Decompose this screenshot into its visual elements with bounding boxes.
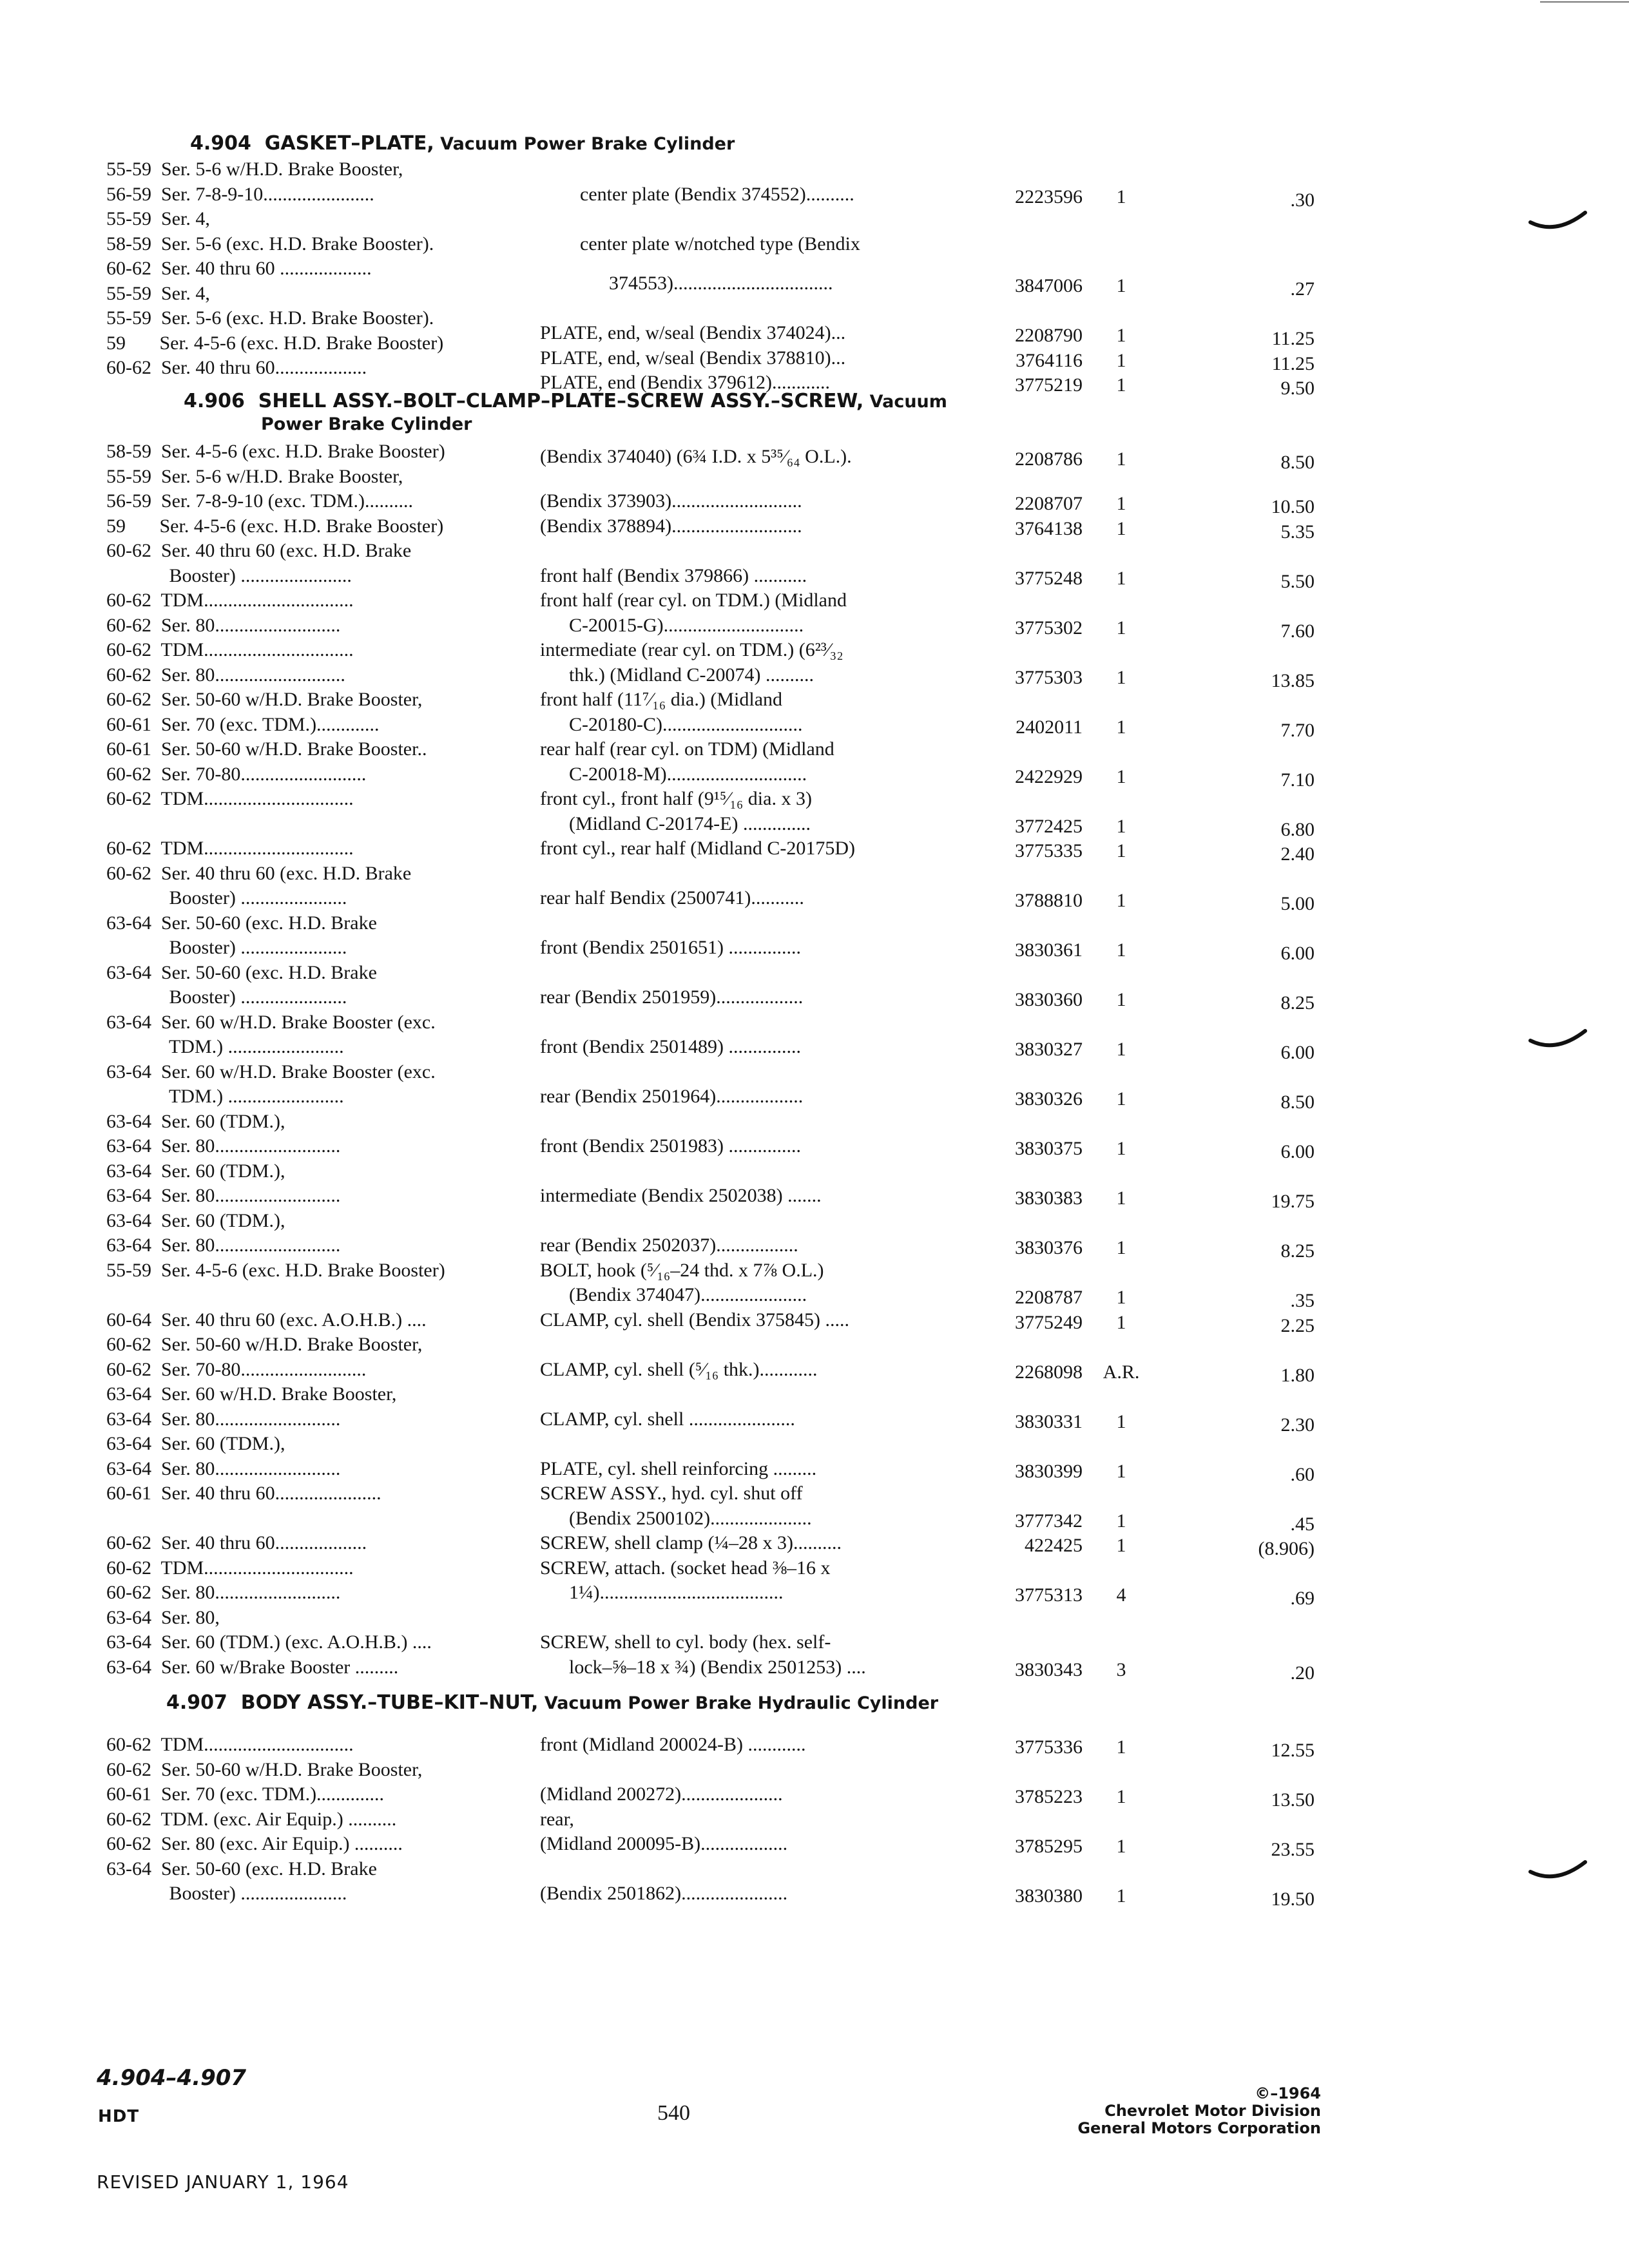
applicability-line: 60-61 Ser. 50-60 w/H.D. Brake Booster.. xyxy=(106,738,427,760)
quantity: 1 xyxy=(1116,1736,1126,1758)
price: 12.55 xyxy=(1271,1740,1315,1761)
quantity: 4 xyxy=(1116,1584,1126,1606)
part-number: 2268098 xyxy=(1015,1361,1083,1383)
quantity: 1 xyxy=(1116,517,1126,539)
quantity: 1 xyxy=(1116,840,1126,861)
part-description: 374553)................................. xyxy=(580,273,833,294)
price: 1.80 xyxy=(1280,1364,1315,1386)
part-number: 3788810 xyxy=(1015,890,1083,911)
price: 7.60 xyxy=(1280,620,1315,642)
price: .60 xyxy=(1290,1463,1315,1485)
part-description: PLATE, cyl. shell reinforcing ......... xyxy=(540,1457,817,1479)
price: 2.40 xyxy=(1280,843,1315,865)
price: 8.50 xyxy=(1280,451,1315,473)
applicability-line: 63-64 Ser. 60 w/H.D. Brake Booster, xyxy=(106,1383,397,1405)
applicability-line: 60-62 TDM. (exc. Air Equip.) .......... xyxy=(106,1808,397,1830)
part-description: CLAMP, cyl. shell (Bendix 375845) ..... xyxy=(540,1309,849,1331)
price: .35 xyxy=(1290,1290,1315,1311)
part-number: 3775249 xyxy=(1015,1311,1083,1333)
price: .27 xyxy=(1290,278,1315,300)
quantity: 1 xyxy=(1116,716,1126,738)
page-number: 540 xyxy=(657,2101,690,2125)
applicability-line: 60-62 Ser. 40 thru 60................... xyxy=(106,1532,367,1553)
part-description: (Midland C-20174-E) .............. xyxy=(540,812,811,834)
applicability-line: Booster) ...................... xyxy=(106,986,347,1008)
applicability-line: 63-64 Ser. 80, xyxy=(106,1606,220,1628)
corporation: General Motors Corporation xyxy=(1077,2119,1321,2137)
part-description: intermediate (Bendix 2502038) ....... xyxy=(540,1185,822,1206)
part-description: (Midland 200272)..................... xyxy=(540,1783,783,1805)
part-description: front (Bendix 2501489) ............... xyxy=(540,1036,801,1057)
quantity: 1 xyxy=(1116,765,1126,787)
quantity: 1 xyxy=(1116,1187,1126,1209)
part-description: front half (Bendix 379866) ........... xyxy=(540,564,807,586)
price: 8.50 xyxy=(1280,1091,1315,1113)
part-description: C-20018-M)............................. xyxy=(540,763,807,785)
copyright: ©–1964 xyxy=(1255,2084,1321,2102)
part-number: 3830375 xyxy=(1015,1138,1083,1159)
part-number: 3764116 xyxy=(1016,349,1083,371)
applicability-line: Booster) ...................... xyxy=(106,1883,347,1904)
part-description: SCREW ASSY., hyd. cyl. shut off xyxy=(540,1483,803,1504)
applicability-line: 58-59 Ser. 5-6 (exc. H.D. Brake Booster). xyxy=(106,233,434,255)
price: 6.80 xyxy=(1280,818,1315,840)
applicability-line: 60-61 Ser. 70 (exc. TDM.)............. xyxy=(106,713,380,735)
part-number: 3775313 xyxy=(1015,1584,1083,1606)
applicability-line: Booster) ....................... xyxy=(106,564,352,586)
quantity: 1 xyxy=(1116,275,1126,297)
part-description: (Bendix 374040) (6¾ I.D. x 5³⁵⁄₆₄ O.L.). xyxy=(540,445,857,467)
applicability-line: 60-62 TDM............................... xyxy=(106,639,354,660)
part-number: 2422929 xyxy=(1015,765,1083,787)
part-description: intermediate (rear cyl. on TDM.) (6²³⁄₃₂ xyxy=(540,639,843,660)
margin-mark-icon xyxy=(1527,206,1592,245)
price: 13.50 xyxy=(1271,1789,1315,1811)
margin-mark-icon xyxy=(1527,1856,1592,1894)
part-number: 3830361 xyxy=(1015,939,1083,961)
price: 19.75 xyxy=(1271,1191,1315,1212)
applicability-line: 63-64 Ser. 60 w/Brake Booster ......... xyxy=(106,1656,399,1678)
applicability-line: 63-64 Ser. 50-60 (exc. H.D. Brake xyxy=(106,961,377,983)
applicability-line: 55-59 Ser. 5-6 w/H.D. Brake Booster, xyxy=(106,465,403,487)
price: 19.50 xyxy=(1271,1888,1315,1910)
part-description: SCREW, attach. (socket head ⅜–16 x xyxy=(540,1557,831,1579)
part-number: 3764138 xyxy=(1015,517,1083,539)
applicability-line: 59 Ser. 4-5-6 (exc. H.D. Brake Booster) xyxy=(106,515,444,537)
part-number: 3785295 xyxy=(1015,1836,1083,1857)
part-description: C-20015-G)............................. xyxy=(540,614,804,636)
applicability-line: 63-64 Ser. 80.......................... xyxy=(106,1235,341,1256)
price: 5.50 xyxy=(1280,570,1315,592)
margin-mark-icon xyxy=(1527,1024,1592,1063)
section-heading xyxy=(184,390,947,412)
part-description: (Bendix 2500102)..................... xyxy=(540,1507,812,1529)
quantity: 1 xyxy=(1116,493,1126,514)
part-number: 2208786 xyxy=(1015,448,1083,470)
part-description: PLATE, end, w/seal (Bendix 378810)... xyxy=(540,347,846,369)
quantity: 1 xyxy=(1116,890,1126,911)
part-description: PLATE, end, w/seal (Bendix 374024)... xyxy=(540,322,846,344)
part-description: SCREW, shell to cyl. body (hex. self- xyxy=(540,1631,831,1653)
applicability-line: 63-64 Ser. 80.......................... xyxy=(106,1457,341,1479)
applicability-line: 60-62 Ser. 80.......................... xyxy=(106,1582,341,1603)
part-number: 3775248 xyxy=(1015,567,1083,589)
applicability-line: 60-62 TDM............................... xyxy=(106,838,354,859)
applicability-line: TDM.) ........................ xyxy=(106,1086,344,1107)
applicability-line: 63-64 Ser. 60 w/H.D. Brake Booster (exc. xyxy=(106,1061,436,1082)
applicability-line: 63-64 Ser. 60 (TDM.), xyxy=(106,1160,285,1182)
applicability-line: 60-62 Ser. 80.......................... xyxy=(106,614,341,636)
part-description: (Midland 200095-B).................. xyxy=(540,1833,788,1854)
part-description: (Bendix 2501862)...................... xyxy=(540,1883,788,1904)
section-heading xyxy=(166,1691,938,1714)
price: 6.00 xyxy=(1280,1042,1315,1063)
price: .20 xyxy=(1290,1662,1315,1684)
part-description: front half (11⁷⁄₁₆ dia.) (Midland xyxy=(540,689,783,710)
catalog-code: HDT xyxy=(98,2107,140,2126)
part-number: 3830380 xyxy=(1015,1885,1083,1907)
price: 13.85 xyxy=(1271,669,1315,691)
part-description: thk.) (Midland C-20074) .......... xyxy=(540,664,814,686)
applicability-line: 60-62 Ser. 80 (exc. Air Equip.) .......... xyxy=(106,1833,403,1854)
applicability-line: 55-59 Ser. 4, xyxy=(106,208,210,229)
price: 11.25 xyxy=(1271,328,1315,350)
part-number: 3830343 xyxy=(1015,1658,1083,1680)
applicability-line: 60-62 Ser. 40 thru 60................... xyxy=(106,357,367,378)
price: .45 xyxy=(1290,1513,1315,1535)
part-number: 3775302 xyxy=(1015,617,1083,639)
applicability-line: 60-62 TDM............................... xyxy=(106,1557,354,1579)
part-description: rear, xyxy=(540,1808,574,1830)
part-number: 2223596 xyxy=(1015,186,1083,207)
applicability-line: 60-64 Ser. 40 thru 60 (exc. A.O.H.B.) .... xyxy=(106,1309,427,1331)
applicability-line: 63-64 Ser. 60 w/H.D. Brake Booster (exc. xyxy=(106,1011,436,1033)
part-description: front cyl., rear half (Midland C-20175D) xyxy=(540,838,856,859)
part-number: 2402011 xyxy=(1016,716,1083,738)
price: 7.10 xyxy=(1280,769,1315,791)
quantity: A.R. xyxy=(1103,1361,1140,1383)
part-number: 3830331 xyxy=(1015,1410,1083,1432)
quantity: 1 xyxy=(1116,1535,1126,1556)
part-description: (Bendix 373903)........................... xyxy=(540,490,802,512)
part-description: rear (Bendix 2501959).................. xyxy=(540,986,804,1008)
applicability-line: 60-61 Ser. 40 thru 60...................... xyxy=(106,1483,381,1504)
part-number: 3830360 xyxy=(1015,989,1083,1010)
quantity: 1 xyxy=(1116,325,1126,347)
section-title: 4.906 SHELL ASSY.–BOLT–CLAMP–PLATE–SCREW ASSY.–SCREW, xyxy=(184,390,864,412)
part-description: front (Bendix 2501651) ............... xyxy=(540,937,801,958)
applicability-line: 63-64 Ser. 60 (TDM.) (exc. A.O.H.B.) .... xyxy=(106,1631,432,1653)
price: 8.25 xyxy=(1280,1240,1315,1262)
applicability-line: 55-59 Ser. 5-6 (exc. H.D. Brake Booster). xyxy=(106,307,434,329)
applicability-line: 55-59 Ser. 4-5-6 (exc. H.D. Brake Booster) xyxy=(106,1259,445,1281)
part-description: rear half (rear cyl. on TDM) (Midland xyxy=(540,738,834,760)
part-description: front (Midland 200024-B) ............ xyxy=(540,1734,806,1755)
quantity: 1 xyxy=(1116,939,1126,961)
part-number: 3775336 xyxy=(1015,1736,1083,1758)
applicability-line: TDM.) ........................ xyxy=(106,1036,344,1057)
quantity: 1 xyxy=(1116,1786,1126,1807)
quantity: 1 xyxy=(1116,186,1126,207)
price: 5.35 xyxy=(1280,521,1315,543)
price: 11.25 xyxy=(1271,352,1315,374)
quantity: 1 xyxy=(1116,617,1126,639)
section-description: Vacuum Power Brake Cylinder xyxy=(434,134,735,154)
applicability-line: 60-62 TDM............................... xyxy=(106,590,354,611)
applicability-line: 63-64 Ser. 50-60 (exc. H.D. Brake xyxy=(106,1858,377,1879)
part-description: lock–⅝–18 x ¾) (Bendix 2501253) .... xyxy=(540,1656,866,1678)
section-title: 4.907 BODY ASSY.–TUBE–KIT–NUT, xyxy=(166,1691,539,1714)
part-description: center plate w/notched type (Bendix xyxy=(580,233,860,255)
applicability-line: 60-62 Ser. 70-80.......................... xyxy=(106,1358,367,1380)
applicability-line: 63-64 Ser. 80.......................... xyxy=(106,1408,341,1430)
corner-line-icon xyxy=(1540,0,1629,13)
division: Chevrolet Motor Division xyxy=(1104,2102,1321,2120)
part-number: 3830383 xyxy=(1015,1187,1083,1209)
part-number: 2208787 xyxy=(1015,1287,1083,1308)
part-description: CLAMP, cyl. shell ...................... xyxy=(540,1408,795,1430)
quantity: 1 xyxy=(1116,349,1126,371)
applicability-line: 63-64 Ser. 50-60 (exc. H.D. Brake xyxy=(106,912,377,934)
applicability-line: Booster) ...................... xyxy=(106,937,347,958)
section-title: 4.904 GASKET–PLATE, xyxy=(190,132,434,155)
applicability-line: Booster) ...................... xyxy=(106,887,347,908)
quantity: 1 xyxy=(1116,989,1126,1010)
quantity: 1 xyxy=(1116,567,1126,589)
applicability-line: 60-62 Ser. 50-60 w/H.D. Brake Booster, xyxy=(106,1758,423,1780)
revised-date: REVISED JANUARY 1, 1964 xyxy=(97,2171,349,2193)
price: 10.50 xyxy=(1271,496,1315,517)
price: .30 xyxy=(1290,189,1315,211)
quantity: 1 xyxy=(1116,1311,1126,1333)
applicability-line: 63-64 Ser. 60 (TDM.), xyxy=(106,1110,285,1132)
quantity: 3 xyxy=(1116,1658,1126,1680)
part-description: center plate (Bendix 374552).......... xyxy=(580,183,854,205)
applicability-line: 56-59 Ser. 7-8-9-10....................... xyxy=(106,183,374,205)
applicability-line: 63-64 Ser. 80.......................... xyxy=(106,1185,341,1206)
part-number: 3830399 xyxy=(1015,1460,1083,1482)
applicability-line: 56-59 Ser. 7-8-9-10 (exc. TDM.).......... xyxy=(106,490,414,512)
section-description: Vacuum Power Brake Hydraulic Cylinder xyxy=(538,1693,939,1713)
applicability-line: 60-61 Ser. 70 (exc. TDM.).............. xyxy=(106,1783,385,1805)
price: 8.25 xyxy=(1280,992,1315,1014)
applicability-line: 63-64 Ser. 60 (TDM.), xyxy=(106,1433,285,1454)
price: 5.00 xyxy=(1280,893,1315,914)
quantity: 1 xyxy=(1116,1410,1126,1432)
quantity: 1 xyxy=(1116,1460,1126,1482)
part-description: PLATE, end (Bendix 379612)............ xyxy=(540,372,830,394)
part-description: (Bendix 374047)...................... xyxy=(540,1284,807,1305)
applicability-line: 60-62 Ser. 40 thru 60 (exc. H.D. Brake xyxy=(106,862,412,884)
quantity: 1 xyxy=(1116,1885,1126,1907)
part-description: C-20180-C)............................. xyxy=(540,713,803,735)
part-number: 3830376 xyxy=(1015,1237,1083,1258)
section-description-cont: Power Brake Cylinder xyxy=(261,414,472,434)
part-description: rear (Bendix 2502037)................. xyxy=(540,1235,798,1256)
part-number: 3830327 xyxy=(1015,1039,1083,1060)
quantity: 1 xyxy=(1116,815,1126,837)
price: 6.00 xyxy=(1280,943,1315,964)
applicability-line: 60-62 Ser. 50-60 w/H.D. Brake Booster, xyxy=(106,689,423,710)
part-description: rear (Bendix 2501964).................. xyxy=(540,1086,804,1107)
part-description: (Bendix 378894)........................... xyxy=(540,515,802,537)
part-number: 3775219 xyxy=(1015,374,1083,396)
quantity: 1 xyxy=(1116,1510,1126,1532)
price: (8.906) xyxy=(1258,1538,1315,1559)
part-description: 1¼)...................................... xyxy=(540,1582,784,1603)
quantity: 1 xyxy=(1116,1088,1126,1110)
quantity: 1 xyxy=(1116,448,1126,470)
quantity: 1 xyxy=(1116,666,1126,688)
part-description: rear half Bendix (2500741)........... xyxy=(540,887,804,908)
part-description: SCREW, shell clamp (¼–28 x 3).......... xyxy=(540,1532,842,1553)
applicability-line: 60-62 Ser. 40 thru 60 (exc. H.D. Brake xyxy=(106,540,412,561)
part-description: CLAMP, cyl. shell (⁵⁄₁₆ thk.)............ xyxy=(540,1358,818,1380)
price: 23.55 xyxy=(1271,1839,1315,1860)
applicability-line: 63-64 Ser. 60 (TDM.), xyxy=(106,1209,285,1231)
quantity: 1 xyxy=(1116,1836,1126,1857)
part-number: 3785223 xyxy=(1015,1786,1083,1807)
applicability-line: 60-62 TDM............................... xyxy=(106,1734,354,1755)
quantity: 1 xyxy=(1116,1039,1126,1060)
price: .69 xyxy=(1290,1588,1315,1609)
part-number: 3777342 xyxy=(1015,1510,1083,1532)
part-number: 3830326 xyxy=(1015,1088,1083,1110)
quantity: 1 xyxy=(1116,1237,1126,1258)
section-range: 4.904–4.907 xyxy=(97,2065,247,2091)
applicability-line: 60-62 Ser. 40 thru 60 ................... xyxy=(106,258,372,279)
applicability-line: 59 Ser. 4-5-6 (exc. H.D. Brake Booster) xyxy=(106,332,444,354)
price: 9.50 xyxy=(1280,378,1315,399)
quantity: 1 xyxy=(1116,1138,1126,1159)
applicability-line: 58-59 Ser. 4-5-6 (exc. H.D. Brake Booster) xyxy=(106,441,445,462)
applicability-line: 60-62 TDM............................... xyxy=(106,788,354,809)
applicability-line: 55-59 Ser. 4, xyxy=(106,282,210,304)
part-description: front cyl., front half (9¹⁵⁄₁₆ dia. x 3) xyxy=(540,788,812,809)
quantity: 1 xyxy=(1116,374,1126,396)
applicability-line: 63-64 Ser. 80.......................... xyxy=(106,1135,341,1157)
part-number: 3847006 xyxy=(1015,275,1083,297)
price: 7.70 xyxy=(1280,719,1315,741)
part-number: 2208707 xyxy=(1015,493,1083,514)
part-number: 3772425 xyxy=(1015,815,1083,837)
part-description: front (Bendix 2501983) ............... xyxy=(540,1135,801,1157)
section-description: Vacuum xyxy=(863,392,947,412)
price: 2.30 xyxy=(1280,1414,1315,1436)
price: 6.00 xyxy=(1280,1141,1315,1162)
price: 2.25 xyxy=(1280,1314,1315,1336)
part-description: front half (rear cyl. on TDM.) (Midland xyxy=(540,590,847,611)
applicability-line: 60-62 Ser. 70-80.......................... xyxy=(106,763,367,785)
applicability-line: 60-62 Ser. 50-60 w/H.D. Brake Booster, xyxy=(106,1334,423,1355)
quantity: 1 xyxy=(1116,1287,1126,1308)
applicability-line: 55-59 Ser. 5-6 w/H.D. Brake Booster, xyxy=(106,159,403,180)
part-number: 2208790 xyxy=(1015,325,1083,347)
part-number: 3775303 xyxy=(1015,666,1083,688)
part-description: BOLT, hook (⁵⁄₁₆–24 thd. x 7⅞ O.L.) xyxy=(540,1259,824,1281)
applicability-line: 60-62 Ser. 80........................... xyxy=(106,664,345,686)
part-number: 3775335 xyxy=(1015,840,1083,861)
part-number: 422425 xyxy=(1025,1535,1083,1556)
section-heading xyxy=(190,132,735,155)
